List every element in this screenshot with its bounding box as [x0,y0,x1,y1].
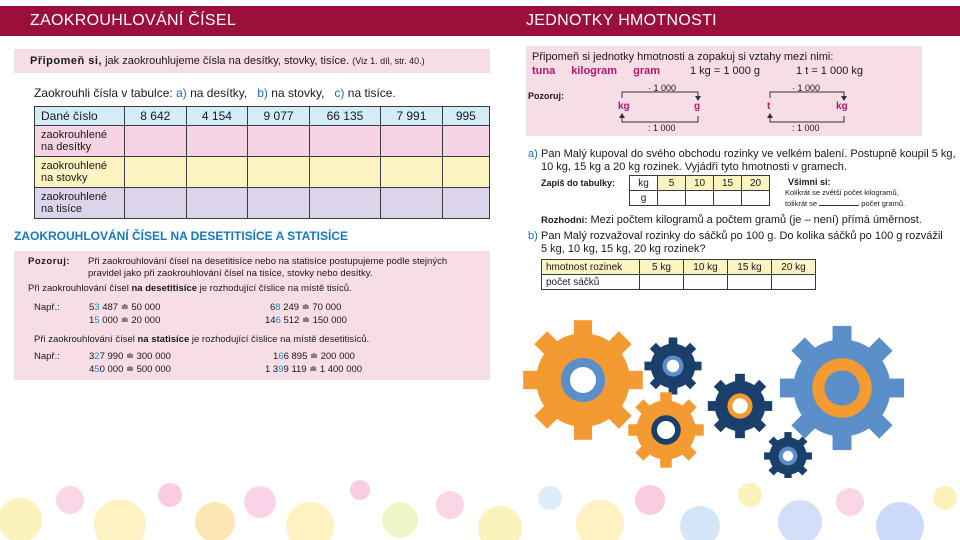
relation-1: 1 kg = 1 000 g [690,65,761,77]
answer-cell[interactable] [309,126,380,157]
d1-top: · 1 000 [648,83,677,93]
rule-2 [34,334,369,345]
ex-rest: 6 895 ≐ 200 000 [283,351,355,362]
pozoruj-intro [28,256,476,280]
ex-digit: 5 [89,302,95,313]
zapis-label: Zapiš do tabulky: [541,178,616,188]
example-1c [270,302,341,313]
bubbles-decoration [0,440,960,540]
rule-1 [28,283,476,295]
d1-bottom: : 1 000 [648,123,676,133]
left-title: ZAOKROUHLOVÁNÍ ČÍSEL [30,12,237,29]
header-label: Dané číslo [35,107,125,126]
d2-bottom: : 1 000 [792,123,820,133]
ex-digit-key: 6 [278,351,284,362]
kg-head: kg [630,176,658,191]
task-c-letter: c) [334,86,345,100]
napr-label: Např.: [34,302,60,313]
table-row [35,157,490,188]
d1-right: g [694,101,701,112]
table-row [542,260,816,275]
ex-digit: 6 [270,302,276,313]
number-cell: 7 991 [381,107,443,126]
d2-top: · 1 000 [792,83,821,93]
kg-cell: 20 [742,176,770,191]
number-cell: 995 [442,107,489,126]
answer-cell[interactable] [248,188,310,219]
table-header-row [35,107,490,126]
ex-digit-key: 6 [275,315,281,326]
bags-cell: 10 kg [684,260,728,275]
answer-cell[interactable] [381,126,443,157]
unit-tuna: tuna [532,65,556,77]
ex-digit-key: 5 [94,315,100,326]
unit-kilogram: kilogram [571,65,618,77]
answer-cell[interactable] [125,157,187,188]
number-cell: 4 154 [186,107,248,126]
pozoruj-right: Pozoruj: [528,91,564,101]
answer-cell[interactable] [309,188,380,219]
ex-digit: 1 [273,351,279,362]
b-letter: b) [528,230,538,242]
ex-rest: 9 119 ≐ 1 400 000 [283,364,363,375]
pozoruj-label: Pozoruj: [28,256,70,267]
bags-answer[interactable] [684,275,728,290]
kg-cell: 15 [714,176,742,191]
rounding-table [34,106,490,219]
answer-cell[interactable] [442,157,489,188]
answer-cell[interactable] [381,157,443,188]
task-b-letter: b) [257,86,268,100]
vsimni-1: Kolikrát se zvětší počet kilogramů, [785,188,899,197]
bags-cell: 5 kg [640,260,684,275]
rule-2-post: je rozhodující číslice na místě desetitisíců. [189,334,370,345]
bags-answer[interactable] [728,275,772,290]
number-cell: 8 642 [125,107,187,126]
bags-answer[interactable] [640,275,684,290]
vsimni-2 [785,197,905,210]
g-cell[interactable] [658,191,686,206]
rule-2-pre: Při zaokrouhlování čísel [34,334,138,345]
row-label: zaokrouhlené na tisíce [35,188,125,219]
answer-cell[interactable] [381,188,443,219]
rule-2-bold: na statisíce [137,334,190,345]
rule-1-pre: Při zaokrouhlování čísel [28,283,132,294]
kg-cell: 5 [658,176,686,191]
ex-digit-key: 2 [94,351,100,362]
bags-head: hmotnost rozinek [542,260,640,275]
bags-cell: 15 kg [728,260,772,275]
bags-table [541,259,816,290]
task-text: Zaokrouhli čísla v tabulce: [34,86,173,100]
unit-gram: gram [633,65,660,77]
g-cell[interactable] [714,191,742,206]
ex-rest: 487 ≐ 50 000 [99,302,161,313]
row-label: zaokrouhlené na stovky [35,157,125,188]
b-line2: 5 kg, 10 kg, 15 kg, 20 kg rozinek? [541,243,706,255]
vsimni-2a: tolikrát se [785,199,818,208]
napr-label-2: Např.: [34,351,60,362]
right-title: JEDNOTKY HMOTNOSTI [526,12,717,29]
blank-line[interactable] [819,205,859,206]
reminder-text: jak zaokrouhlujeme čísla na desítky, stovky, tisíce. [102,55,350,67]
kg-table [629,175,770,206]
answer-cell[interactable] [442,188,489,219]
task-b: na stovky, [271,86,325,100]
task-c: na tisíce. [347,86,396,100]
ex-digit: 1 3 [265,364,279,375]
ex-digit: 1 [89,315,95,326]
reminder-bold: Připomeň si, [30,55,103,67]
relation-2: 1 t = 1 000 kg [796,65,863,77]
example-1b [89,315,160,326]
task-a-letter: a) [176,86,187,100]
example-2d [265,364,362,375]
d2-right: kg [836,101,848,112]
number-cell: 9 077 [248,107,310,126]
gear-icon [708,374,772,438]
ex-digit-key: 8 [275,302,281,313]
pozoruj-line2: pravidel jako při zaokrouhlování čísel na tisíce, stovky nebo desítky. [88,268,373,279]
pozoruj-line1: Při zaokrouhlování čísel na desetitisíce nebo na statisíce postupujeme podle stejných [88,256,448,267]
task-line [34,86,396,100]
row-label: zaokrouhlené na desítky [35,126,125,157]
a-line2: 10 kg, 15 kg a 20 kg rozinek. Vyjádři tyto hmotnosti v gramech. [541,161,847,173]
answer-cell[interactable] [186,126,248,157]
example-2c [273,351,355,362]
task-a: na desítky, [190,86,248,100]
d2-left: t [767,101,771,112]
ex-rest: 7 990 ≐ 300 000 [99,351,171,362]
title-bar [0,6,960,36]
ex-digit: 4 [89,364,95,375]
g-head: g [630,191,658,206]
answer-cell[interactable] [125,126,187,157]
gear-icon [644,337,701,394]
bags-answer[interactable] [772,275,816,290]
a-line1: Pan Malý kupoval do svého obchodu rozinky ve velkém balení. Postupně koupil 5 kg, [541,148,956,160]
answer-cell[interactable] [248,157,310,188]
ex-digit-key: 9 [278,364,284,375]
answer-cell[interactable] [309,157,380,188]
rozhodni [541,214,922,227]
b-line1: Pan Malý rozvažoval rozinky do sáčků po 100 g. Do kolika sáčků po 100 g rozvážil [541,230,943,242]
answer-cell[interactable] [125,188,187,219]
bags-row-label: počet sáčků [542,275,640,290]
section-title: ZAOKROUHLOVÁNÍ ČÍSEL NA DESETITISÍCE A STATISÍCE [14,229,349,243]
answer-cell[interactable] [186,157,248,188]
bags-cell: 20 kg [772,260,816,275]
rozhodni-label: Rozhodni: [541,215,588,226]
ex-digit: 14 [265,315,276,326]
d1-left: kg [618,101,630,112]
ex-rest: 512 ≐ 150 000 [280,315,347,326]
number-cell: 66 135 [309,107,380,126]
units-line: Připomeň si jednotky hmotnosti a zopakuj si vztahy mezi nimi: [532,51,834,63]
ex-rest: 249 ≐ 70 000 [280,302,342,313]
gear-icon [780,326,904,450]
answer-cell[interactable] [442,126,489,157]
pozoruj-box [14,251,490,380]
ex-rest: 0 000 ≐ 500 000 [99,364,171,375]
table-row [35,126,490,157]
gear-icon [523,320,643,440]
rozhodni-text: Mezi počtem kilogramů a počtem gramů (je – není) přímá úměrnost. [587,214,922,226]
reminder-ref: (Viz 1. díl, str. 40.) [352,56,425,66]
answer-cell[interactable] [186,188,248,219]
vsimni-label: Všimni si: [788,177,831,187]
units-row [532,64,916,78]
g-cell[interactable] [686,191,714,206]
ex-rest: 000 ≐ 20 000 [99,315,161,326]
table-row [542,275,816,290]
ex-digit-key: 5 [94,364,100,375]
example-2a [89,351,171,362]
kg-cell: 10 [686,176,714,191]
vsimni-2b: počet gramů. [861,199,906,208]
example-1a [89,302,160,313]
answer-cell[interactable] [248,126,310,157]
example-1d [265,315,347,326]
table-row [35,188,490,219]
a-letter: a) [528,148,538,160]
ex-digit: 3 [89,351,95,362]
g-cell[interactable] [742,191,770,206]
ex-digit-key: 3 [94,302,100,313]
rule-1-bold: na desetitisíce [131,283,197,294]
example-2b [89,364,171,375]
rule-1-post: je rozhodující číslice na místě tisíců. [196,283,352,294]
reminder-box [14,49,490,73]
table-row [630,176,770,191]
table-row [630,191,770,206]
